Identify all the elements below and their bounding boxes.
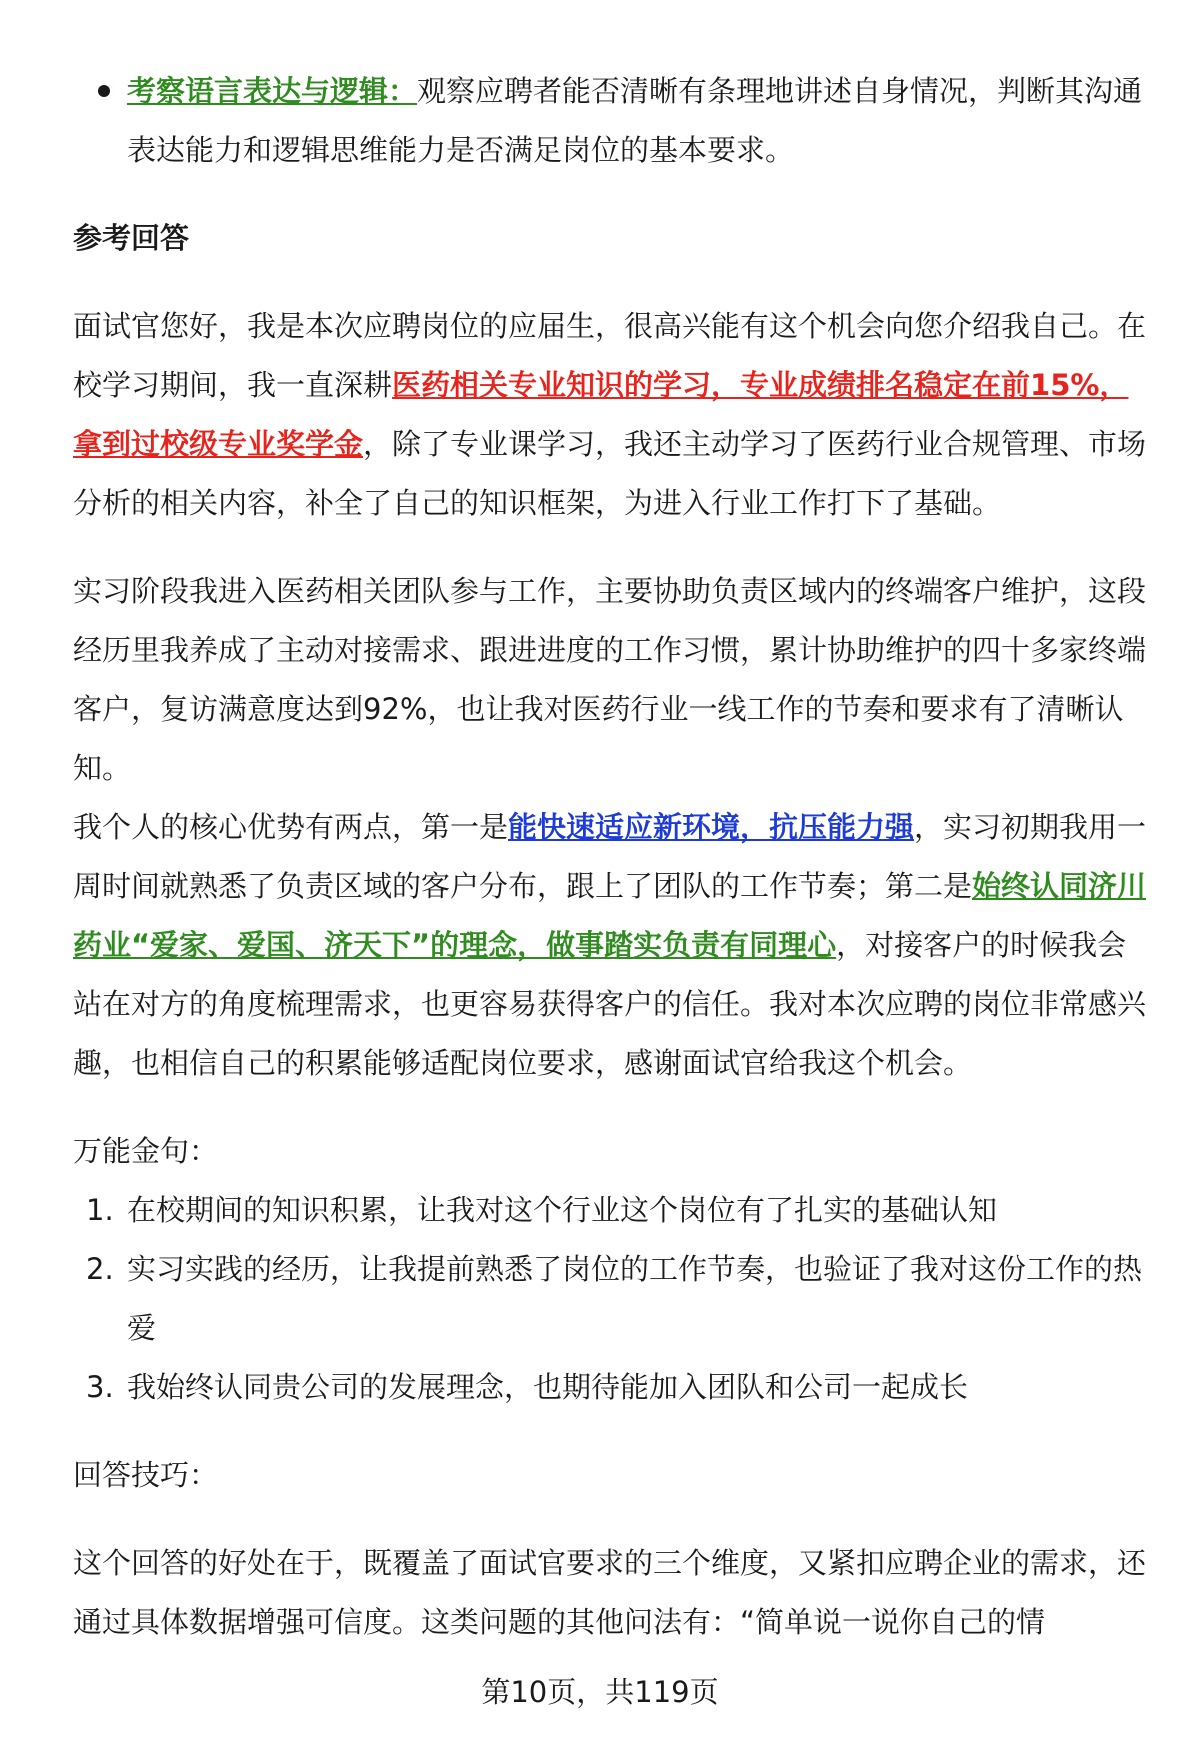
paragraph-study-text-2: ，除了专业课学习，我还主动学习了医药行业合规管理、市场分析的相关内容，补全了自己的知识框架，为进入行业工作打下了基础。 — [73, 427, 1147, 520]
paragraph-strengths-text-3: ，对接客户的时候我会站在对方的角度梳理需求，也更容易获得客户的信任。我对本次应聘的岗位非常感兴趣，也相信自己的积累能够适配岗位要求，感谢面试官给我这个机会。 — [73, 928, 1147, 1080]
paragraph-strengths-highlight-green: 始终认同济川药业“爱家、爱国、济天下”的理念，做事踏实负责有同理心 — [73, 869, 1147, 962]
list-item-text: 实习实践的经历，让我提前熟悉了岗位的工作节奏，也验证了我对这份工作的热爱 — [127, 1252, 1143, 1345]
list-item — [73, 1181, 1153, 1240]
list-item-text: 在校期间的知识积累，让我对这个行业这个岗位有了扎实的基础认知 — [127, 1193, 998, 1227]
paragraph-study — [73, 297, 1153, 533]
list-item-number: 2. — [86, 1252, 114, 1286]
paragraph-strengths-text-1: 我个人的核心优势有两点，第一是 — [73, 810, 509, 844]
paragraph-strengths-text-2: ，实习初期我用一周时间就熟悉了负责区域的客户分布，跟上了团队的工作节奏；第二是 — [73, 810, 1147, 903]
golden-list — [73, 1181, 1153, 1417]
document-body — [73, 62, 1153, 1652]
bullet-item — [73, 62, 1153, 180]
list-item — [73, 1358, 1153, 1417]
bullet-dot-icon — [98, 85, 110, 97]
page-number-footer: 第10页，共119页 — [481, 1675, 719, 1709]
bullet-label: 考察语言表达与逻辑： — [127, 74, 418, 108]
tips-paragraph: 这个回答的好处在于，既覆盖了面试官要求的三个维度，又紧扣应聘企业的需求，还通过具体数据增强可信度。这类问题的其他问法有：“简单说一说你自己的情 — [73, 1546, 1147, 1639]
paragraph-internship: 实习阶段我进入医药相关团队参与工作，主要协助负责区域内的终端客户维护，这段经历里我养成了主动对接需求、跟进进度的工作习惯，累计协助维护的四十多家终端客户，复访满意度达到92%，也让我对医药行业一线工作的节奏和要求有了清晰认知。 — [73, 574, 1147, 785]
tips-heading: 回答技巧： — [73, 1458, 219, 1492]
bullet-text: 观察应聘者能否清晰有条理地讲述自身情况，判断其沟通表达能力和逻辑思维能力是否满足岗位的基本要求。 — [127, 74, 1143, 167]
golden-heading: 万能金句： — [73, 1134, 219, 1168]
list-item-text: 我始终认同贵公司的发展理念，也期待能加入团队和公司一起成长 — [127, 1370, 969, 1404]
reference-heading: 参考回答 — [73, 221, 190, 255]
paragraph-strengths-highlight-blue: 能快速适应新环境，抗压能力强 — [508, 810, 915, 844]
list-item — [73, 1240, 1153, 1358]
paragraph-study-text-1: 面试官您好，我是本次应聘岗位的应届生，很高兴能有这个机会向您介绍我自己。在校学习期间，我一直深耕 — [73, 309, 1147, 402]
list-item-number: 1. — [86, 1193, 114, 1227]
paragraph-study-highlight: 医药相关专业知识的学习，专业成绩排名稳定在前15%，拿到过校级专业奖学金 — [73, 368, 1129, 461]
list-item-number: 3. — [86, 1370, 114, 1404]
paragraph-strengths — [73, 798, 1153, 1093]
